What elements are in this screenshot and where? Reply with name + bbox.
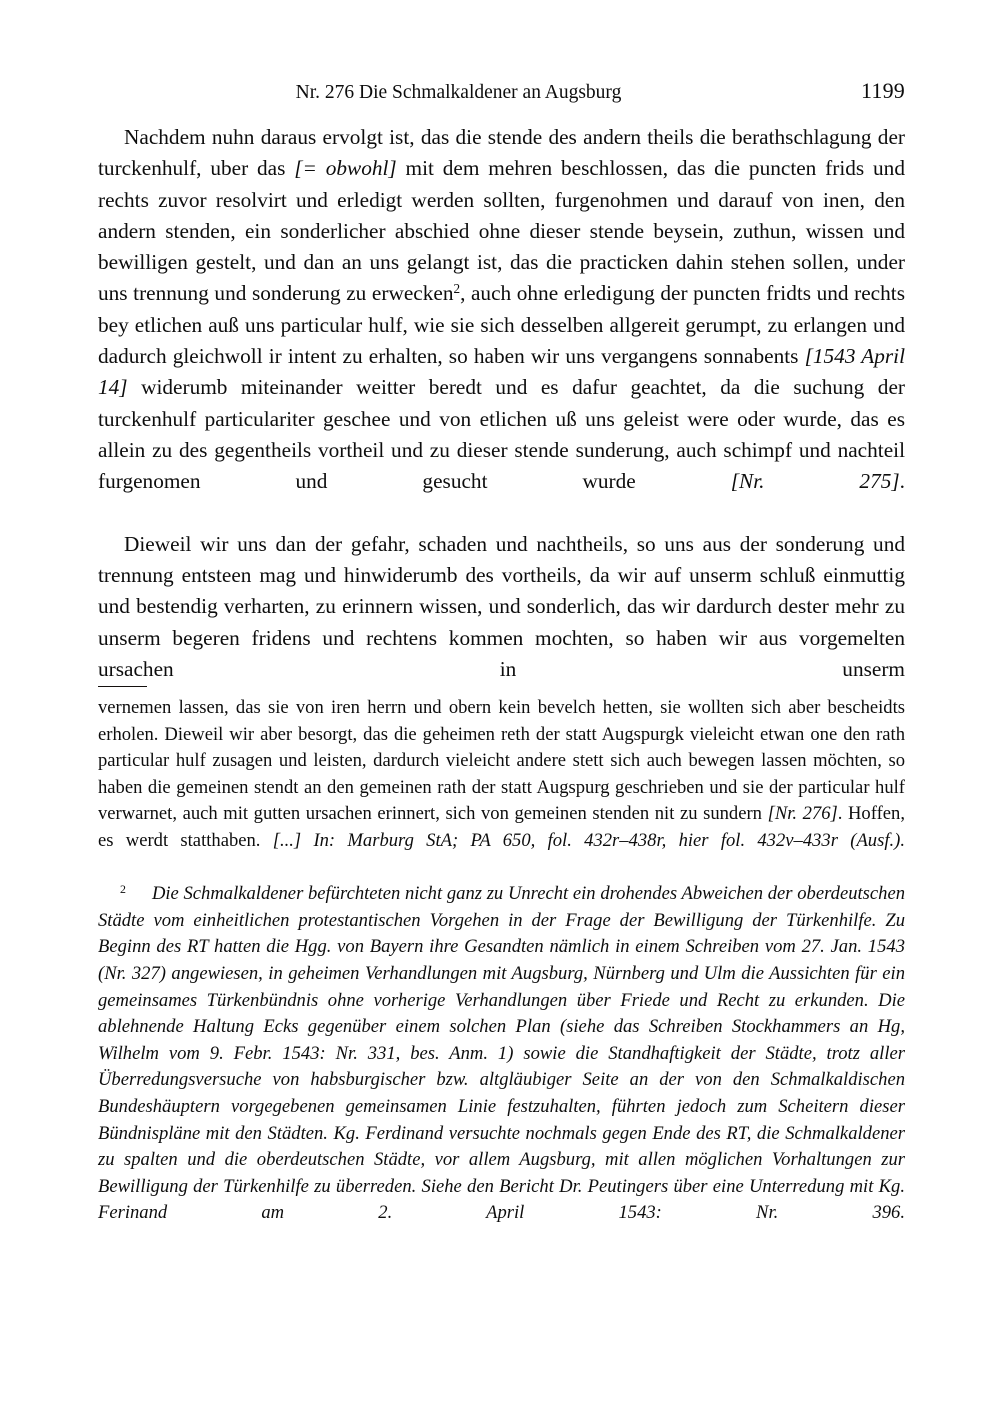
footnote-item	[98, 695, 905, 881]
roman-text: . Hoffen, es werdt statthaben.	[98, 803, 905, 851]
running-header-title: Nr. 276 Die Schmalkaldener an Augsburg	[295, 82, 622, 103]
page-number: 1199	[861, 78, 905, 103]
italic-text: [1543 April 14]	[98, 344, 906, 400]
roman-text: widerumb miteinander weitter beredt und es dafur geachtet, da die suchung der turckenhulf particulariter geschee und von etlichen uß uns geleist were oder wurde, das es allein zu des gegentheils vortheil und zu dieser stende sunderung, auch schimpf und nachteil furgenomen und gesucht wurde	[98, 375, 905, 494]
roman-text: Dieweil wir uns dan der gefahr, schaden und nachtheils, so uns aus der sonderung und trennung entsteen mag und hinwiderumb des vortheils, da wir auf unserm schluß einmuttig und bestendig verharten, zu erinnern wissen, und sonderlich, das wir dardurch dester mehr zu unserm begeren fridens und rechtens kommen mochten, so haben wir aus vorgemelten ursachen in unserm	[98, 531, 905, 682]
italic-text: [= obwohl]	[294, 156, 397, 181]
running-header	[98, 80, 905, 106]
footnote-marker: 2	[120, 882, 126, 897]
roman-text: Nachdem nuhn daraus ervolgt ist, das die stende des andern theils die berathschlagung der turckenhulf, uber das	[98, 125, 905, 181]
footnote-separator-rule	[98, 686, 147, 687]
body-paragraph	[98, 122, 905, 529]
body-text	[98, 122, 905, 717]
italic-text: Die Schmalkaldener befürchteten nicht ganz zu Unrecht ein drohendes Abweichen der oberdeutschen Städte vom einheitlichen protestantischen Vorgehen in der Frage der Bewilligung der Türkenhilfe. Zu Beginn des RT hatten die Hgg. von Bayern ihre Gesandten nämlich in einem Schreiben vom 27. Jan. 1543 (Nr. 327) angewiesen, in geheimen Verhandlungen mit Augsburg, Nürnberg und Ulm die Aussichten für ein gemeinsames Türkenbündnis ohne vorherige Verhandlungen über Friede und Recht zu erkunden. Die ablehnende Haltung Ecks gegenüber einem solchen Plan (siehe das Schreiben Stockhammers an Hg, Wilhelm vom 9. Febr. 1543: Nr. 331, bes. Anm. 1) sowie die Standhaftigkeit der Städte, trotz aller Überredungsversuche von habsburgischer bzw. altgläubiger Seite an der von den Schmalkaldischen Bundeshäuptern vorgegebenen gemeinsamen Linie festzuhalten, führten jedoch zum Scheitern dieser Bündnispläne mit den Städten. Kg. Ferdinand versuchte nochmals gegen Ende des RT, die Schmalkaldener zu spalten und die oberdeutschen Städte, vor allem Augsburg, mit allen möglichen Vorhaltungen zur Bewilligung der Türkenhilfe zu überreden. Siehe den Bericht Dr. Peutingers über eine Unterredung mit Kg. Ferinand am 2. April 1543: Nr. 396.	[98, 883, 905, 1224]
roman-text: , auch ohne erledigung der puncten fridts und rechts bey etlichen auß uns particular hulf, wie sie sich desselben allgereit gerumpt, zu erlangen und dadurch gleichwoll ir intent zu erhalten, so haben wir uns vergangens sonnabents	[98, 281, 905, 369]
footnote-item	[98, 881, 905, 1253]
italic-text: [...] In: Marburg StA; PA 650, fol. 432r–438r, hier fol. 432v–433r (Ausf.).	[272, 829, 905, 851]
roman-text: .	[899, 469, 905, 494]
roman-text: mit dem mehren beschlossen, das die puncten frids und rechts zuvor resolvirt und erledigt werden sollten, furgenohmen und darauf von inen, den andern stenden, ein sonderlicher abschied ohne dieser stende beysein, zuthun, wissen und bewilligen gestelt, und dan an uns gelangt ist, das die practicken dahin stehen sollen, under uns trennung und sonderung zu erwecken	[98, 156, 905, 306]
footnote-area	[98, 686, 905, 1253]
roman-text: vernemen lassen, das sie von iren herrn und obern kein bevelch hetten, sie wollten sich aber bescheidts erholen. Dieweil wir aber besorgt, das die geheimen reth der statt Augspurgk vieleicht etwan one den rath particular hulf zusagen und leisten, dardurch vieleicht andere stett sich auch bewegen lassen möchten, so haben die gemeinen stendt an den gemeinen rath der statt Augspurg geschrieben und sie der particular hulf verwarnet, auch mit gutten ursachen erinnert, sich von gemeinen stenden nit zu sundern	[98, 697, 905, 825]
footnote-text	[98, 883, 905, 1223]
italic-text: [Nr. 275]	[730, 469, 900, 494]
italic-text: [Nr. 276]	[767, 803, 838, 825]
footnote-reference: 2	[453, 281, 461, 297]
